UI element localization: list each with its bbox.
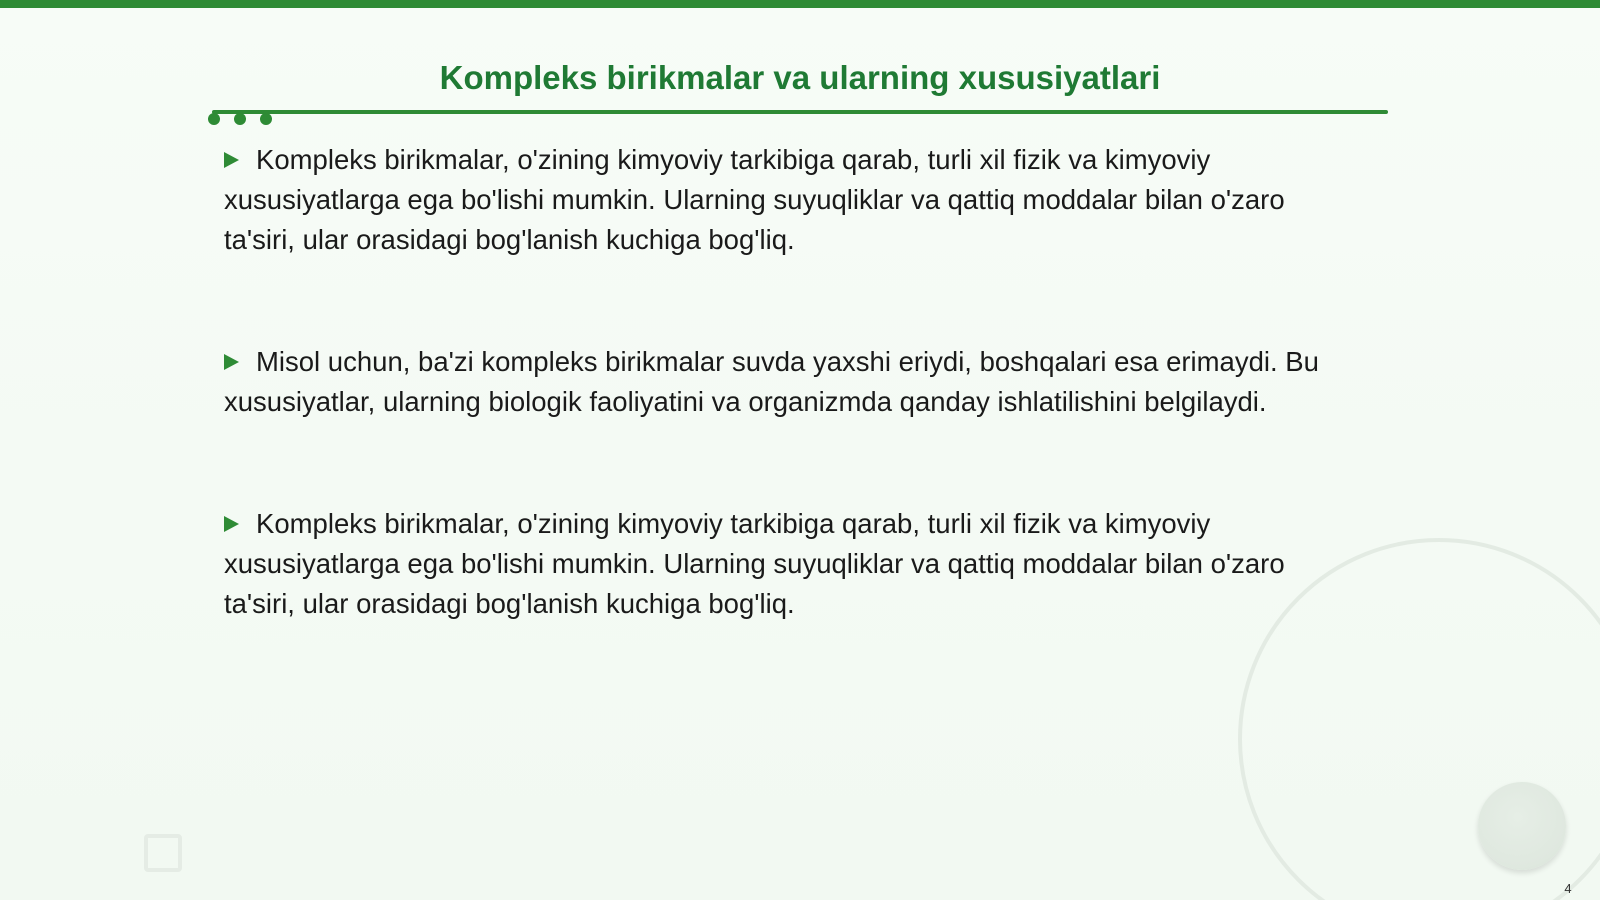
title-underline xyxy=(212,110,1388,114)
page-number: 4 xyxy=(1564,881,1572,896)
decorative-dot xyxy=(234,113,246,125)
bullet-text: Kompleks birikmalar, o'zining kimyoviy tarkibiga qarab, turli xil fizik va kimyoviy xususiyatlarga ega bo'lishi mumkin. Ularning suyuqliklar va qattiq moddalar bilan o'zaro ta'siri, ular orasidagi bog'lanish kuchiga bog'liq. xyxy=(224,144,1285,255)
bullet-item xyxy=(224,504,1344,624)
decorative-dot xyxy=(208,113,220,125)
decorative-square xyxy=(144,834,182,872)
slide-title: Kompleks birikmalar va ularning xususiyatlari xyxy=(439,59,1161,96)
top-accent-bar xyxy=(0,0,1600,8)
bullet-text: Misol uchun, ba'zi kompleks birikmalar suvda yaxshi eriydi, boshqalari esa erimaydi. Bu xususiyatlar, ularning biologik faoliyatini va organizmda qanday ishlatilishini belgilaydi. xyxy=(224,346,1319,417)
bullet-list xyxy=(224,140,1344,706)
decorative-circle-filled xyxy=(1478,782,1566,870)
bullet-text: Kompleks birikmalar, o'zining kimyoviy tarkibiga qarab, turli xil fizik va kimyoviy xususiyatlarga ega bo'lishi mumkin. Ularning suyuqliklar va qattiq moddalar bilan o'zaro ta'siri, ular orasidagi bog'lanish kuchiga bog'liq. xyxy=(224,508,1285,619)
bullet-item xyxy=(224,140,1344,260)
decorative-dot xyxy=(260,113,272,125)
bullet-item xyxy=(224,342,1344,422)
triangle-right-icon xyxy=(224,140,256,180)
triangle-right-icon xyxy=(224,504,256,544)
triangle-right-icon xyxy=(224,342,256,382)
